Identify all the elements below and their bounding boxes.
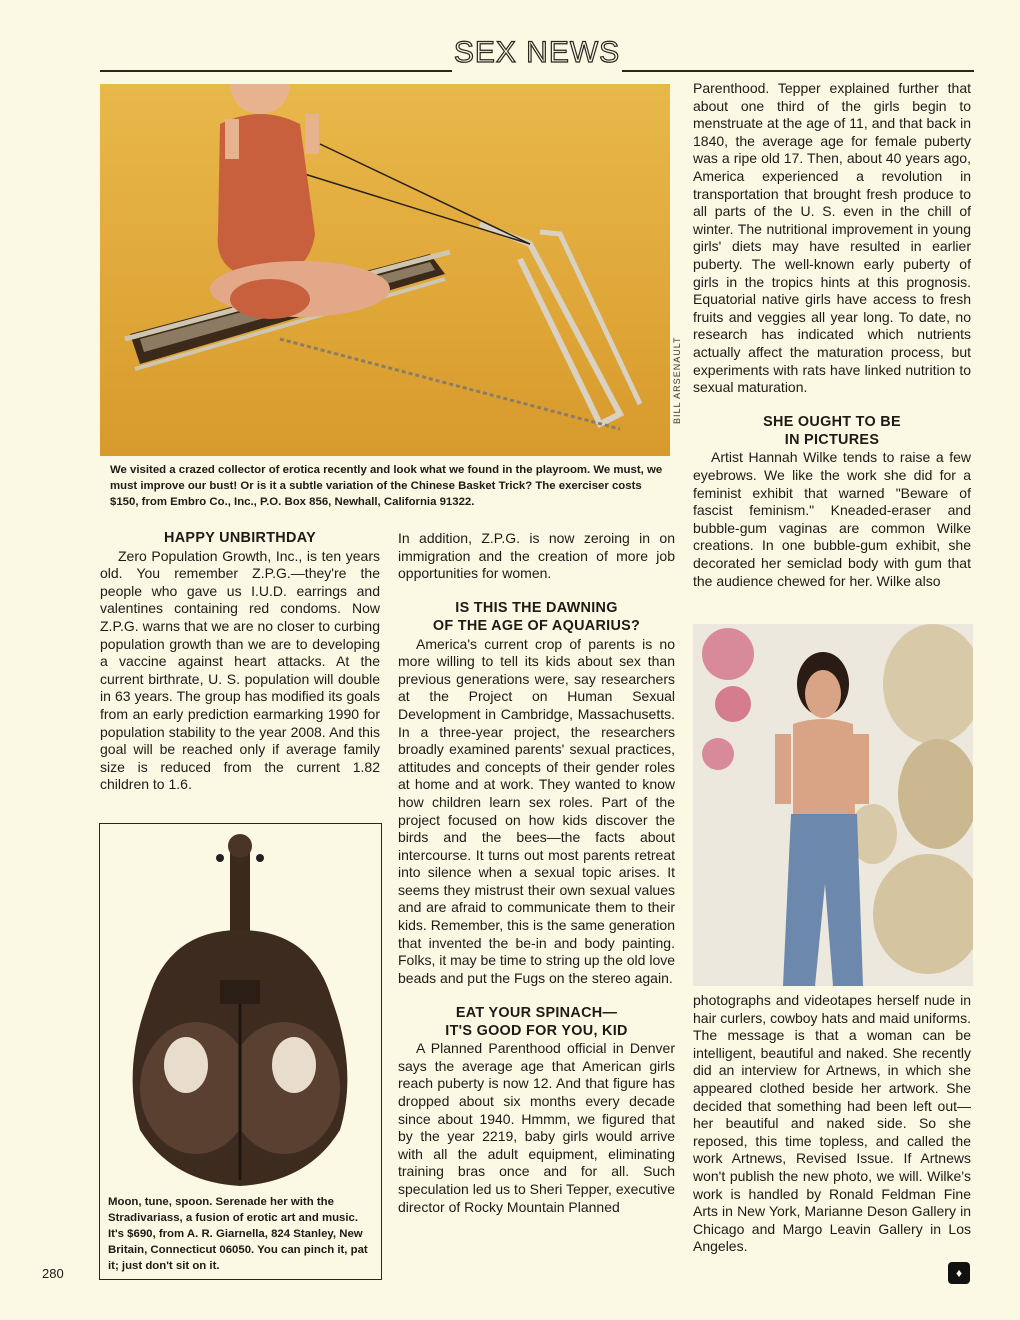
exerciser-caption: We visited a crazed collector of erotica recently and look what we found in the playroom. We must, we must improve our bust! Or is it a subtle variation of the Chinese Basket Trick? The exerciser costs $150, from Embro Co., Inc., P.O. Box 856, Newhall, California 91322. [110,464,663,508]
header-rule-right [622,70,974,72]
photo-credit: BILL ARSENAULT [672,336,682,424]
column-1 [100,530,380,794]
page-number: 280 [42,1266,64,1281]
article-paragraph: Parenthood. Tepper explained further that about one third of the girls begin to menstruate at the age of 11, and that back in 1840, the average age for female puberty was a ripe old 17. Then, about 40 years ago, America experienced a revolution in transportation that brought fresh produce to all parts of the U. S. even in the chill of winter. The nutritional improvement in young girls' diets may have resulted in earlier puberty. The well-known early puberty of girls in the tropics hints at this prognosis. Equatorial native girls have access to fresh fruits and veggies all year long. To date, no research has indicated which nutrients actually affect the maturation process, but experiments with rats have linked nutrition to sexual maturation. [693,80,971,396]
article-heading: IT'S GOOD FOR YOU, KID [445,1022,628,1039]
article-paragraph: Zero Population Growth, Inc., is ten years old. You remember Z.P.G.—they're the people who gave us I.U.D. earrings and valentines containing red condoms. Now Z.P.G. warns that we are no closer to curbing population growth than we are to developing a vaccine against heart attacks. At the current birthrate, U. S. population will double in 63 years. The group has modified its goals from an early prediction earmarking 1990 for population stability to the year 2008. And this goal will be reached only if average family size is reduced from the current 1.82 children to 1.6. [100,547,380,793]
article-paragraph: A Planned Parenthood official in Denver says the average age that American girls reach puberty is now 12. And that figure has dropped about six months every decade since about 1940. Hmmm, we figured that by the year 2219, baby girls would arrive with all the adult equipment, eliminating training bras once and for all. Such speculation led us to Sheri Tepper, executive director of Rocky Mountain Planned [398,1040,675,1215]
article-heading: EAT YOUR SPINACH— [455,1005,618,1022]
violin-photo [108,830,372,1190]
article-paragraph: America's current crop of parents is no more willing to tell its kids about sex than previous generations were, say researchers at the Project on Human Sexual Development in Cambridge, Massachusetts. In a three-year project, the researchers broadly examined parents' sexual practices, attitudes and concepts of their gender roles at home and at work. They wanted to know how children learn sex roles. Part of the project focused on how kids discover the birds and the bees—the facts about intercourse. It turns out most parents retreat into silence when a sexual topic arises. It seems they mistrust their own sexual values and are afraid to communicate them to their kids. Remember, this is the same generation that invented the be-in and body painting. Folks, it may be time to string up the old love beads and put the Fugs on the stereo again. [398,635,676,986]
column-3 [693,80,971,590]
artist-photo [693,624,973,986]
article-paragraph: In addition, Z.P.G. is now zeroing in on immigration and the creation of more job opportunities for women. [398,530,675,582]
exerciser-photo [100,84,670,456]
violin-photo-box [99,823,382,1280]
article-heading: HAPPY UNBIRTHDAY [164,530,316,546]
violin-caption: Moon, tune, spoon. Serenade her with the Stradivariass, a fusion of erotic art and music. It's $690, from A. R. Giarnella, 824 Stanley, New Britain, Connecticut 06050. You can pinch it, pat it; just don't sit on it. [108,1196,368,1272]
header-rule-left [100,70,452,72]
column-2 [398,530,675,1216]
article-heading: OF THE AGE OF AQUARIUS? [432,617,641,634]
article-paragraph: photographs and videotapes herself nude in hair curlers, cowboy hats and maid uniforms. The message is that a woman can be intelligent, beautiful and naked. She recently did an interview for Artnews, in which she appeared clothed beside her artwork. She decided that something had been left out—her beautiful and naked side. So she reposed, this time topless, and called the work Artnews, Revised Issue. If Artnews won't publish the new photo, we will. Wilke's work is handled by Ronald Feldman Fine Arts in New York, Marianne Deson Gallery in Chicago and Margo Leavin Gallery in Los Angeles. [693,992,971,1255]
article-heading: SHE OUGHT TO BE [763,414,901,431]
column-3-continued [693,992,971,1256]
article-paragraph: Artist Hannah Wilke tends to raise a few eyebrows. We like the work she did for a feminist exhibit that warned "Beware of fascist feminism." Kneaded-eraser and bubble-gum vaginas are common Wilke creations. In one bubble-gum exhibit, she decorated her semiclad body with gum that the audience chewed for her. Wilke also [693,449,971,589]
end-mark-icon: ♦ [948,1262,970,1284]
section-title: SEX NEWS [453,36,621,69]
article-heading: IN PICTURES [784,431,880,448]
article-heading: IS THIS THE DAWNING [455,600,618,617]
